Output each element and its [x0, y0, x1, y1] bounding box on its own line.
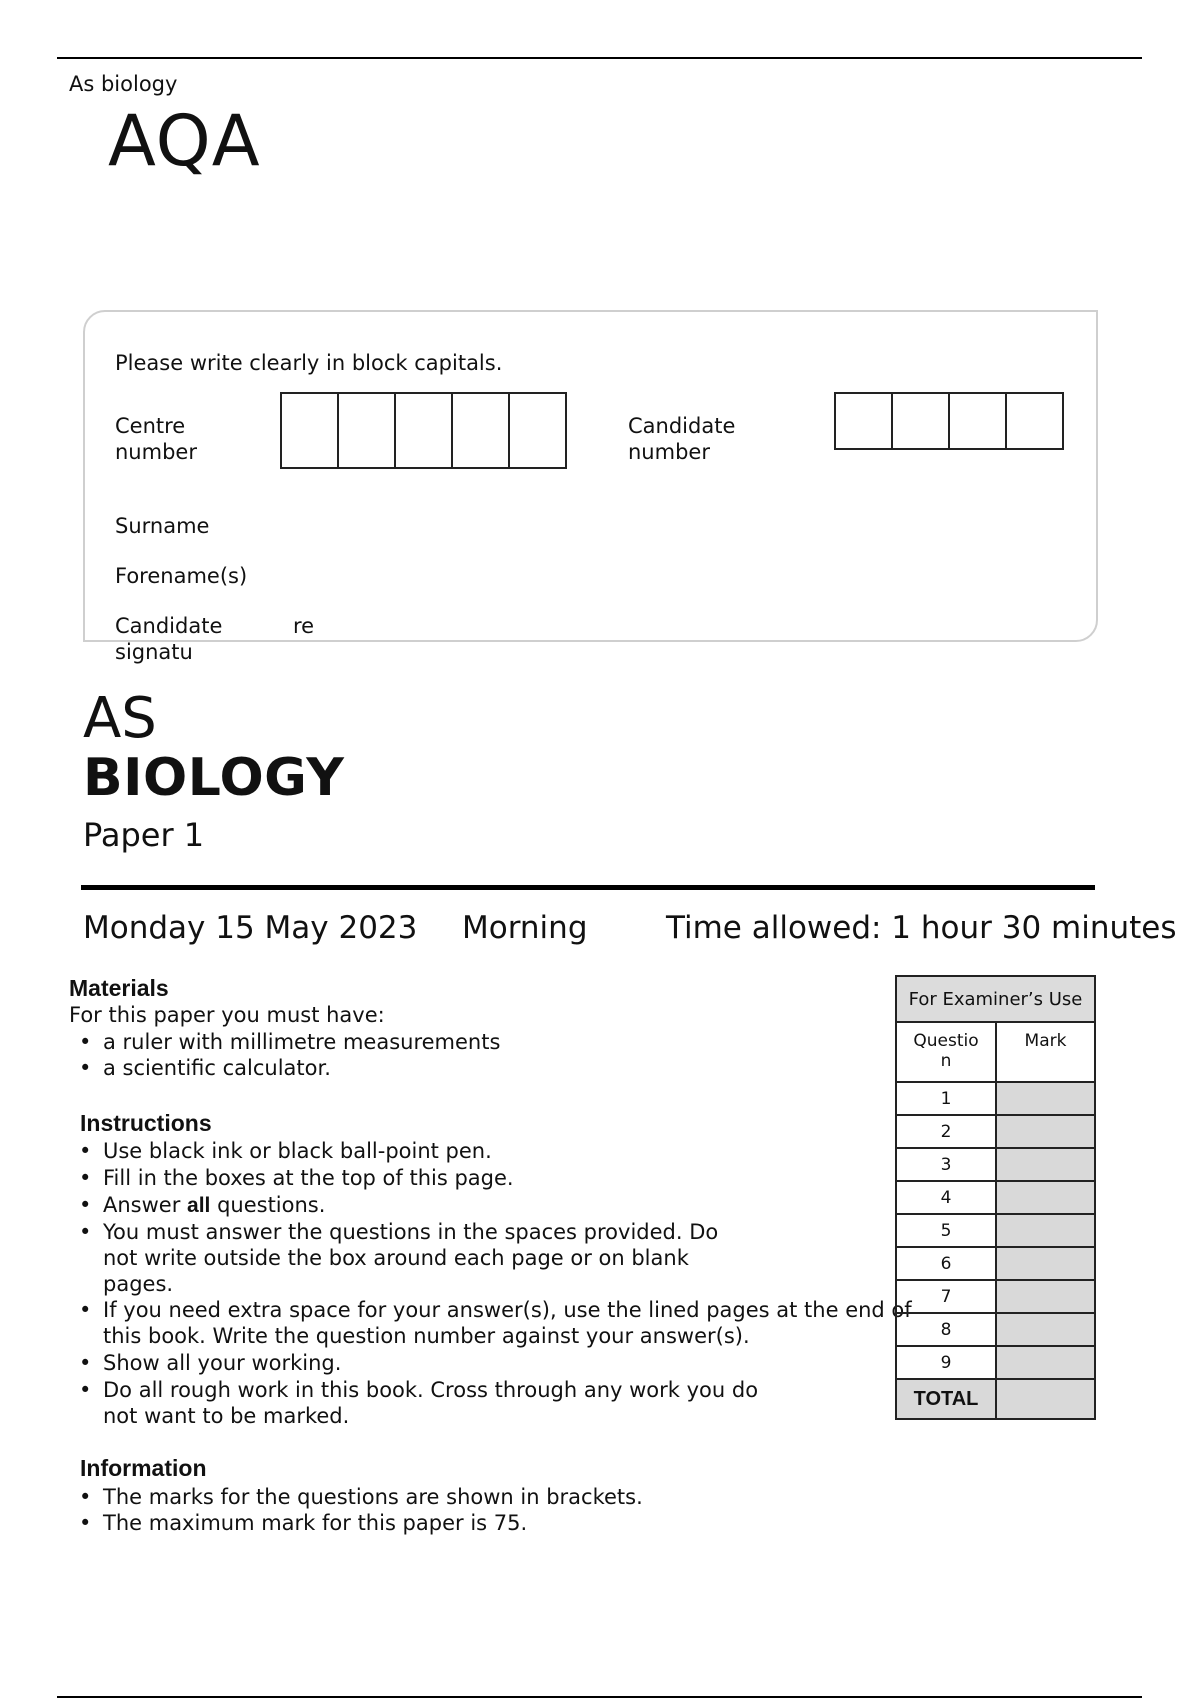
mark-cell — [996, 1346, 1095, 1379]
list-item — [69, 1192, 969, 1219]
instruction-text: questions. — [210, 1193, 326, 1217]
question-header-line1: Questio — [913, 1031, 979, 1051]
paper-number: Paper 1 — [83, 816, 205, 854]
list-item: • a ruler with millimetre measurements — [69, 1029, 849, 1055]
list-item — [69, 1219, 969, 1297]
surname-label: Surname — [115, 514, 210, 538]
forenames-label: Forename(s) — [115, 564, 248, 588]
table-row — [896, 1181, 1095, 1214]
mark-cell — [996, 1148, 1095, 1181]
instruction-line: • If you need extra space for your answer(s), use the lined pages at the end of — [103, 1298, 912, 1322]
title-rule — [81, 885, 1095, 890]
table-row — [896, 1313, 1095, 1346]
examiners-use-table — [895, 975, 1096, 1420]
question-header-line2: n — [940, 1051, 952, 1071]
table-row — [896, 1346, 1095, 1379]
candidate-digit-box[interactable] — [834, 392, 893, 450]
centre-label-line1: Centre — [115, 414, 186, 438]
mark-cell — [996, 1280, 1095, 1313]
mark-cell — [996, 1115, 1095, 1148]
mark-cell — [996, 1247, 1095, 1280]
time-allowed: Time allowed: 1 hour 30 minutes — [666, 910, 1177, 946]
centre-digit-box[interactable] — [337, 392, 396, 469]
block-capitals-instruction: Please write clearly in block capitals. — [115, 351, 503, 375]
subject-tag: As biology — [69, 72, 178, 96]
signature-label-line2: signatu — [115, 640, 193, 664]
table-row — [896, 1082, 1095, 1115]
candidate-label-line1: Candidate — [628, 414, 736, 438]
instructions-list — [69, 1138, 969, 1429]
instruction-line: • Do all rough work in this book. Cross through any work you do — [103, 1378, 759, 1402]
question-number: 4 — [896, 1181, 996, 1214]
instruction-line: this book. Write the question number against your answer(s). — [103, 1324, 750, 1348]
subject-title: BIOLOGY — [83, 748, 345, 808]
centre-number-boxes[interactable] — [280, 392, 567, 469]
table-row — [896, 1214, 1095, 1247]
instruction-emphasis: all — [187, 1194, 211, 1217]
signature-label-fragment: re — [293, 614, 315, 638]
list-item: • Fill in the boxes at the top of this page. — [69, 1165, 969, 1191]
question-column-header — [896, 1022, 996, 1082]
instruction-line: not want to be marked. — [103, 1404, 350, 1428]
candidate-digit-box[interactable] — [1005, 392, 1064, 450]
total-label: TOTAL — [896, 1379, 996, 1419]
list-item: • The marks for the questions are shown in brackets. — [69, 1484, 869, 1510]
mark-column-header: Mark — [996, 1022, 1095, 1082]
list-item: • The maximum mark for this paper is 75. — [69, 1510, 869, 1536]
information-heading: Information — [80, 1455, 207, 1481]
mark-cell — [996, 1181, 1095, 1214]
list-item: • a scientific calculator. — [69, 1055, 849, 1081]
bottom-rule — [57, 1696, 1142, 1698]
materials-list — [69, 1029, 849, 1081]
question-number: 5 — [896, 1214, 996, 1247]
aqa-logo: AQA — [108, 100, 261, 182]
instruction-text: Answer — [103, 1193, 188, 1217]
exam-session: Morning — [462, 910, 588, 946]
total-row — [896, 1379, 1095, 1419]
table-row — [896, 1280, 1095, 1313]
instruction-line: • You must answer the questions in the spaces provided. Do — [103, 1220, 719, 1244]
instruction-line: not write outside the box around each page or on blank — [103, 1246, 689, 1270]
qualification-level: AS — [83, 686, 157, 751]
candidate-number-label — [628, 413, 735, 465]
centre-digit-box[interactable] — [508, 392, 567, 469]
list-item — [69, 1377, 969, 1429]
table-row — [896, 1115, 1095, 1148]
signature-label — [115, 613, 222, 665]
signature-label-line1: Candidate — [115, 614, 223, 638]
information-list — [69, 1484, 869, 1536]
list-item: • Use black ink or black ball-point pen. — [69, 1138, 969, 1164]
centre-digit-box[interactable] — [280, 392, 339, 469]
table-row — [896, 1247, 1095, 1280]
mark-cell — [996, 1082, 1095, 1115]
centre-digit-box[interactable] — [451, 392, 510, 469]
question-number: 9 — [896, 1346, 996, 1379]
mark-cell — [996, 1214, 1095, 1247]
centre-number-label — [115, 413, 197, 465]
instructions-heading: Instructions — [80, 1110, 212, 1136]
question-number: 2 — [896, 1115, 996, 1148]
total-mark-cell — [996, 1379, 1095, 1419]
list-item — [69, 1297, 969, 1349]
centre-digit-box[interactable] — [394, 392, 453, 469]
materials-heading: Materials — [69, 975, 169, 1001]
question-number: 3 — [896, 1148, 996, 1181]
candidate-digit-box[interactable] — [948, 392, 1007, 450]
top-rule — [57, 57, 1142, 59]
candidate-number-boxes[interactable] — [834, 392, 1064, 450]
question-number: 1 — [896, 1082, 996, 1115]
question-number: 8 — [896, 1313, 996, 1346]
table-row — [896, 1148, 1095, 1181]
candidate-digit-box[interactable] — [891, 392, 950, 450]
list-item: • Show all your working. — [69, 1350, 969, 1376]
question-number: 7 — [896, 1280, 996, 1313]
materials-intro: For this paper you must have: — [69, 1003, 385, 1027]
question-number: 6 — [896, 1247, 996, 1280]
instruction-line: pages. — [103, 1272, 174, 1296]
examiners-use-title: For Examiner’s Use — [896, 976, 1095, 1022]
exam-date: Monday 15 May 2023 — [83, 910, 418, 946]
centre-label-line2: number — [115, 440, 197, 464]
candidate-label-line2: number — [628, 440, 710, 464]
mark-cell — [996, 1313, 1095, 1346]
